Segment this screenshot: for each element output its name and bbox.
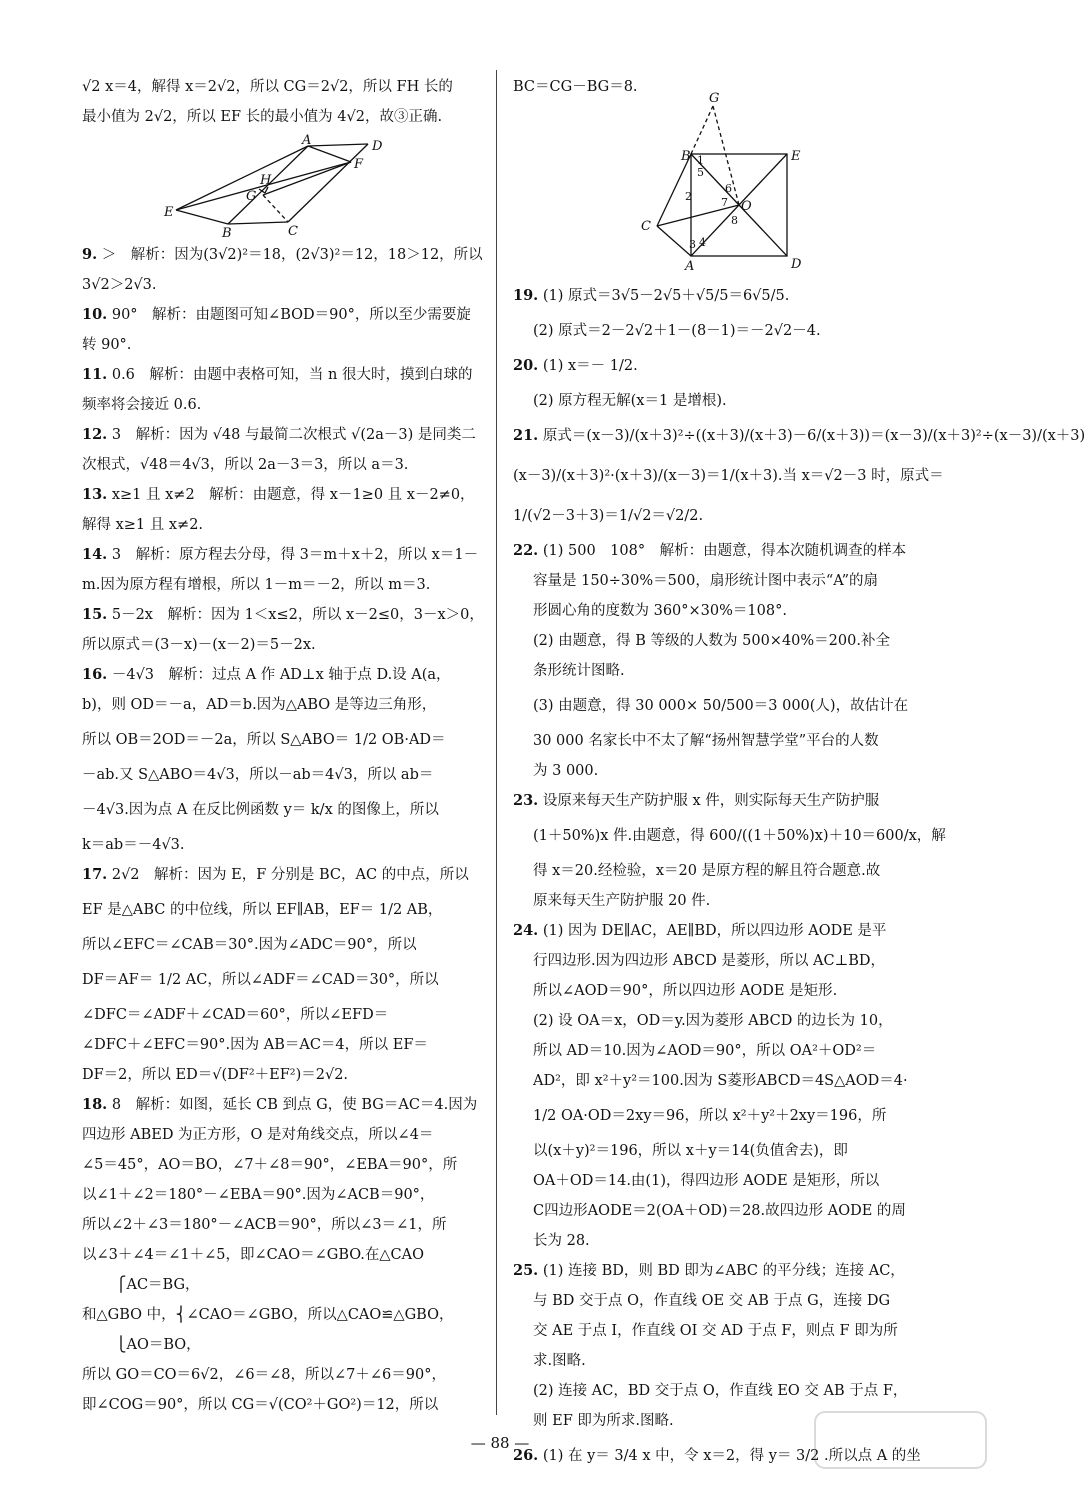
- text-line: [82, 1360, 492, 1390]
- problem-number: 23.: [513, 792, 539, 809]
- line-text: m.因为原方程有增根，所以 1－m＝－2，所以 m＝3.: [82, 577, 431, 593]
- text-line: [82, 1330, 492, 1360]
- fig1-label-b: B: [222, 226, 232, 241]
- line-text: 30 000 名家长中不太了解“扬州智慧学堂”平台的人数: [533, 733, 879, 749]
- line-text: －ab.又 S△ABO＝4√3，所以－ab＝4√3，所以 ab＝: [82, 767, 434, 783]
- line-text: ＞ 解析：因为(3√2)²＝18，(2√3)²＝12，18＞12，所以: [101, 247, 483, 263]
- text-line: [513, 1226, 923, 1256]
- problem-line: [82, 240, 492, 270]
- fig2-angle-2: 2: [685, 190, 692, 203]
- left-column: [82, 72, 492, 1420]
- fig2-label-b: B: [681, 149, 691, 164]
- text-line: [513, 886, 923, 916]
- text-line: [82, 890, 492, 930]
- problem-number: 11.: [82, 366, 108, 383]
- line-text: 四边形 ABED 为正方形，O 是对角线交点，所以∠4＝: [82, 1127, 434, 1143]
- line-text: ∠DFC＋∠EFC＝90°.因为 AB＝AC＝4，所以 EF＝: [82, 1037, 428, 1053]
- line-text: 求.图略.: [533, 1353, 586, 1369]
- text-line: [513, 1196, 923, 1226]
- text-line: [82, 72, 492, 102]
- text-line: [82, 1180, 492, 1210]
- text-line: [82, 510, 492, 540]
- line-text: 所以∠AOD＝90°，所以四边形 AODE 是矩形.: [533, 983, 838, 999]
- text-line: [513, 756, 923, 786]
- fig2-label-g: G: [709, 91, 720, 106]
- line-text: －4√3.因为点 A 在反比例函数 y＝ k/x 的图像上，所以: [82, 802, 439, 818]
- text-line: [82, 1000, 492, 1030]
- problem-number: 12.: [82, 426, 108, 443]
- line-text: 8 解析：如图，延长 CB 到点 G，使 BG＝AC＝4.因为: [111, 1097, 478, 1113]
- text-line: [513, 726, 923, 756]
- text-line: [82, 1240, 492, 1270]
- line-text: k＝ab＝－4√3.: [82, 837, 185, 853]
- line-text: 即∠COG＝90°，所以 CG＝√(CO²＋GO²)＝12，所以: [82, 1397, 439, 1413]
- line-text: (1) 原式＝3√5－2√5＋√5/5＝6√5/5.: [542, 288, 790, 304]
- line-text: (2) 由题意，得 B 等级的人数为 500×40%＝200.补全: [533, 633, 890, 649]
- text-line: [82, 390, 492, 420]
- line-text: 所以∠2＋∠3＝180°－∠ACB＝90°，所以∠3＝∠1，所: [82, 1217, 447, 1233]
- text-line: [513, 626, 923, 656]
- line-text: ∠DFC＝∠ADF＋∠CAD＝60°，所以∠EFD＝: [82, 1007, 389, 1023]
- problem-number: 17.: [82, 866, 108, 883]
- problem-line: [513, 1256, 923, 1286]
- fig1-label-a: A: [302, 133, 312, 148]
- text-line: [513, 386, 923, 416]
- text-line: [513, 656, 923, 686]
- text-line: [82, 1150, 492, 1180]
- line-text: 以∠1＋∠2＝180°－∠EBA＝90°.因为∠ACB＝90°，: [82, 1187, 435, 1203]
- line-text: (1) 连接 BD，则 BD 即为∠ABC 的平分线；连接 AC，: [542, 1263, 905, 1279]
- line-text: √2 x＝4，解得 x＝2√2，所以 CG＝2√2，所以 FH 长的: [82, 79, 453, 95]
- text-line: [82, 270, 492, 300]
- line-text: 1/2 OA·OD＝2xy＝96，所以 x²＋y²＋2xy＝196，所: [533, 1108, 887, 1124]
- line-text: 3 解析：因为 √48 与最简二次根式 √(2a－3) 是同类二: [111, 427, 476, 443]
- text-line: [82, 1030, 492, 1060]
- line-text: EF 是△ABC 的中位线，所以 EF∥AB，EF＝ 1/2 AB，: [82, 902, 443, 918]
- line-text: (1) 在 y＝ 3/4 x 中，令 x＝2，得 y＝ 3/2 .所以点 A 的坐: [542, 1448, 921, 1464]
- line-text: (1) 500 108° 解析：由题意，得本次随机调查的样本: [542, 543, 907, 559]
- text-line: [82, 570, 492, 600]
- line-text: 则 EF 即为所求.图略.: [533, 1413, 674, 1429]
- text-line: [82, 450, 492, 480]
- fig2-angle-3: 3: [689, 238, 696, 251]
- fig1-label-c: C: [288, 224, 298, 239]
- text-line: [513, 456, 944, 496]
- fig1-label-f: F: [354, 157, 364, 172]
- problem-line: [82, 660, 492, 690]
- fig2-label-a: A: [685, 259, 695, 274]
- line-text: 次根式，√48＝4√3，所以 2a－3＝3，所以 a＝3.: [82, 457, 409, 473]
- fig1-label-h: H: [260, 173, 272, 188]
- line-text: ⎩AO＝BO，: [82, 1337, 201, 1353]
- text-line: [82, 720, 492, 760]
- problem-number: 18.: [82, 1096, 108, 1113]
- line-text: 5－2x 解析：因为 1＜x≤2，所以 x－2≤0，3－x＞0，: [111, 607, 484, 623]
- line-text: 所以 AD＝10.因为∠AOD＝90°，所以 OA²＋OD²＝: [533, 1043, 877, 1059]
- line-text: b)，则 OD＝－a，AD＝b.因为△ABO 是等边三角形，: [82, 697, 437, 713]
- text-line: [82, 1300, 492, 1330]
- line-text: 为 3 000.: [533, 763, 599, 779]
- problem-number: 22.: [513, 542, 539, 559]
- problem-line: [513, 276, 923, 316]
- line-text: (2) 设 OA＝x，OD＝y.因为菱形 ABCD 的边长为 10，: [533, 1013, 893, 1029]
- fig2-label-e: E: [791, 149, 801, 164]
- square-figure: [633, 91, 833, 274]
- problem-number: 20.: [513, 357, 539, 374]
- text-line: [513, 856, 923, 886]
- problem-line: [82, 600, 492, 630]
- line-text: (1) x＝－ 1/2.: [542, 358, 638, 374]
- line-text: AD²，即 x²＋y²＝100.因为 S菱形ABCD＝4S△AOD＝4·: [533, 1073, 908, 1089]
- text-line: [82, 1120, 492, 1150]
- problem-number: 24.: [513, 922, 539, 939]
- problem-line: [82, 300, 492, 330]
- text-line: [513, 1316, 923, 1346]
- line-text: 条形统计图略.: [533, 663, 625, 679]
- line-text: 所以 OB＝2OD＝－2a，所以 S△ABO＝ 1/2 OB·AD＝: [82, 732, 446, 748]
- fig1-label-g: G: [246, 189, 257, 204]
- text-line: [513, 566, 923, 596]
- line-text: 0.6 解析：由题中表格可知，当 n 很大时，摸到白球的: [111, 367, 473, 383]
- line-text: 形圆心角的度数为 360°×30%＝108°.: [533, 603, 787, 619]
- fig1-label-d: D: [372, 139, 383, 154]
- line-text: (2) 原式＝2－2√2＋1－(8－1)＝－2√2－4.: [533, 323, 821, 339]
- line-text: (1) 因为 DE∥AC，AE∥BD，所以四边形 AODE 是平: [542, 923, 887, 939]
- text-line: [513, 1286, 923, 1316]
- text-line: [82, 790, 492, 830]
- problem-number: 14.: [82, 546, 108, 563]
- text-line: [82, 690, 492, 720]
- problem-line: [82, 540, 492, 570]
- text-line: [513, 1066, 923, 1096]
- line-text: 容量是 150÷30%＝500，扇形统计图中表示“A”的扇: [533, 573, 879, 589]
- line-text: (3) 由题意，得 30 000× 50/500＝3 000(人)，故估计在: [533, 698, 909, 714]
- line-text: 3 解析：原方程去分母，得 3＝m＋x＋2，所以 x＝1－: [111, 547, 479, 563]
- fig2-angle-4: 4: [699, 236, 706, 249]
- problem-line: [82, 360, 492, 390]
- text-line: [82, 930, 492, 960]
- text-line: [513, 316, 923, 346]
- text-line: [82, 960, 492, 1000]
- problem-number: 19.: [513, 287, 539, 304]
- text-line: [513, 816, 946, 856]
- line-text: 最小值为 2√2，所以 EF 长的最小值为 4√2，故③正确.: [82, 109, 443, 125]
- line-text: 90° 解析：由题图可知∠BOD＝90°，所以至少需要旋: [111, 307, 471, 323]
- problem-line: [82, 1090, 492, 1120]
- line-text: 所以 GO＝CO＝6√2，∠6＝∠8，所以∠7＋∠6＝90°，: [82, 1367, 446, 1383]
- text-line: [513, 1006, 923, 1036]
- line-text: DF＝AF＝ 1/2 AC，所以∠ADF＝∠CAD＝30°，所以: [82, 972, 439, 988]
- problem-number: 25.: [513, 1262, 539, 1279]
- fig2-label-o: O: [741, 199, 752, 214]
- fig2-angle-1: 1: [697, 154, 704, 167]
- line-text: ∠5＝45°，AO＝BO，∠7＋∠8＝90°，∠EBA＝90°，所: [82, 1157, 458, 1173]
- text-line: [513, 1036, 923, 1066]
- line-text: 和△GBO 中，⎨∠CAO＝∠GBO，所以△CAO≌△GBO，: [82, 1307, 454, 1323]
- text-line: [513, 1096, 923, 1136]
- line-text: 行四边形.因为四边形 ABCD 是菱形，所以 AC⊥BD，: [533, 953, 886, 969]
- problem-line: [82, 860, 492, 890]
- text-line: [513, 1346, 923, 1376]
- text-line: [82, 1060, 492, 1090]
- text-line: [82, 102, 492, 132]
- line-text: 原式＝(x－3)/(x＋3)²÷((x＋3)/(x＋3)－6/(x＋3))＝(x－3)/(x＋3)²÷(x－3)/(x＋3): [542, 428, 1085, 444]
- text-line: [82, 760, 492, 790]
- column-divider: [496, 70, 497, 1415]
- line-text: 2√2 解析：因为 E，F 分别是 BC，AC 的中点，所以: [111, 867, 469, 883]
- line-text: 频率将会接近 0.6.: [82, 397, 202, 413]
- line-text: 转 90°.: [82, 337, 132, 353]
- line-text: x≥1 且 x≠2 解析：由题意，得 x－1≥0 且 x－2≠0，: [111, 487, 475, 503]
- line-text: BC＝CG－BG＝8.: [513, 79, 638, 95]
- problem-line: [82, 480, 492, 510]
- line-text: (x－3)/(x＋3)²·(x＋3)/(x－3)＝1/(x＋3).当 x＝√2－3 时，原式＝: [513, 468, 944, 484]
- line-text: 交 AE 于点 I，作直线 OI 交 AD 于点 F，则点 F 即为所: [533, 1323, 898, 1339]
- line-text: (2) 连接 AC，BD 交于点 O，作直线 EO 交 AB 于点 F，: [533, 1383, 908, 1399]
- problem-line: [513, 416, 1085, 456]
- text-line: [513, 1166, 923, 1196]
- problem-number: 21.: [513, 427, 539, 444]
- line-text: ⎧AC＝BG，: [82, 1277, 200, 1293]
- text-line: [82, 830, 492, 860]
- watermark-logo: [813, 1410, 988, 1470]
- line-text: 与 BD 交于点 O，作直线 OE 交 AB 于点 G，连接 DG: [533, 1293, 891, 1309]
- line-text: OA＋OD＝14.由(1)，得四边形 AODE 是矩形，所以: [533, 1173, 880, 1189]
- problem-number: 13.: [82, 486, 108, 503]
- parallelogram-figure: [164, 133, 468, 241]
- problem-line: [82, 420, 492, 450]
- line-text: C四边形AODE＝2(OA＋OD)＝28.故四边形 AODE 的周: [533, 1203, 906, 1219]
- problem-number: 16.: [82, 666, 108, 683]
- line-text: －4√3 解析：过点 A 作 AD⊥x 轴于点 D.设 A(a，: [111, 667, 451, 683]
- text-line: [513, 1136, 923, 1166]
- line-text: 以∠3＋∠4＝∠1＋∠5，即∠CAO＝∠GBO.在△CAO: [82, 1247, 425, 1263]
- text-line: [82, 1210, 492, 1240]
- line-text: 原来每天生产防护服 20 件.: [533, 893, 711, 909]
- problem-line: [513, 536, 923, 566]
- problem-line: [513, 916, 923, 946]
- line-text: 长为 28.: [533, 1233, 590, 1249]
- line-text: (2) 原方程无解(x＝1 是增根).: [533, 393, 727, 409]
- problem-line: [513, 346, 923, 386]
- problem-number: 15.: [82, 606, 108, 623]
- text-line: [513, 976, 923, 1006]
- text-line: [513, 496, 923, 536]
- line-text: 以(x＋y)²＝196，所以 x＋y＝14(负值舍去)，即: [533, 1143, 848, 1159]
- line-text: 1/(√2－3＋3)＝1/√2＝√2/2.: [513, 508, 704, 524]
- problem-number: 9.: [82, 246, 98, 263]
- fig2-angle-5: 5: [697, 166, 704, 179]
- problem-line: [513, 786, 923, 816]
- line-text: (1＋50%)x 件.由题意，得 600/((1＋50%)x)＋10＝600/x，解: [533, 828, 946, 844]
- text-line: [513, 596, 923, 626]
- text-line: [82, 1390, 492, 1420]
- text-line: [513, 1376, 923, 1406]
- text-line: [513, 686, 923, 726]
- page-number: — 88 —: [470, 1434, 530, 1452]
- text-line: [82, 330, 492, 360]
- line-text: 所以∠EFC＝∠CAB＝30°.因为∠ADC＝90°，所以: [82, 937, 417, 953]
- problem-number: 10.: [82, 306, 108, 323]
- fig2-angle-7: 7: [721, 196, 728, 209]
- fig2-label-d: D: [791, 257, 802, 272]
- line-text: 得 x＝20.经检验，x＝20 是原方程的解且符合题意.故: [533, 863, 881, 879]
- problem-number: 26.: [513, 1447, 539, 1464]
- line-text: 解得 x≥1 且 x≠2.: [82, 517, 204, 533]
- line-text: 3√2＞2√3.: [82, 277, 157, 293]
- fig2-label-c: C: [641, 219, 651, 234]
- text-line: [513, 946, 923, 976]
- line-text: 所以原式＝(3－x)－(x－2)＝5－2x.: [82, 637, 316, 653]
- fig2-angle-8: 8: [731, 214, 738, 227]
- line-text: 设原来每天生产防护服 x 件，则实际每天生产防护服: [542, 793, 880, 809]
- text-line: [82, 630, 492, 660]
- text-line: [82, 1270, 492, 1300]
- fig2-angle-6: 6: [725, 182, 732, 195]
- line-text: DF＝2，所以 ED＝√(DF²＋EF²)＝2√2.: [82, 1067, 349, 1083]
- fig1-label-e: E: [164, 205, 174, 220]
- right-column: [513, 72, 1085, 1476]
